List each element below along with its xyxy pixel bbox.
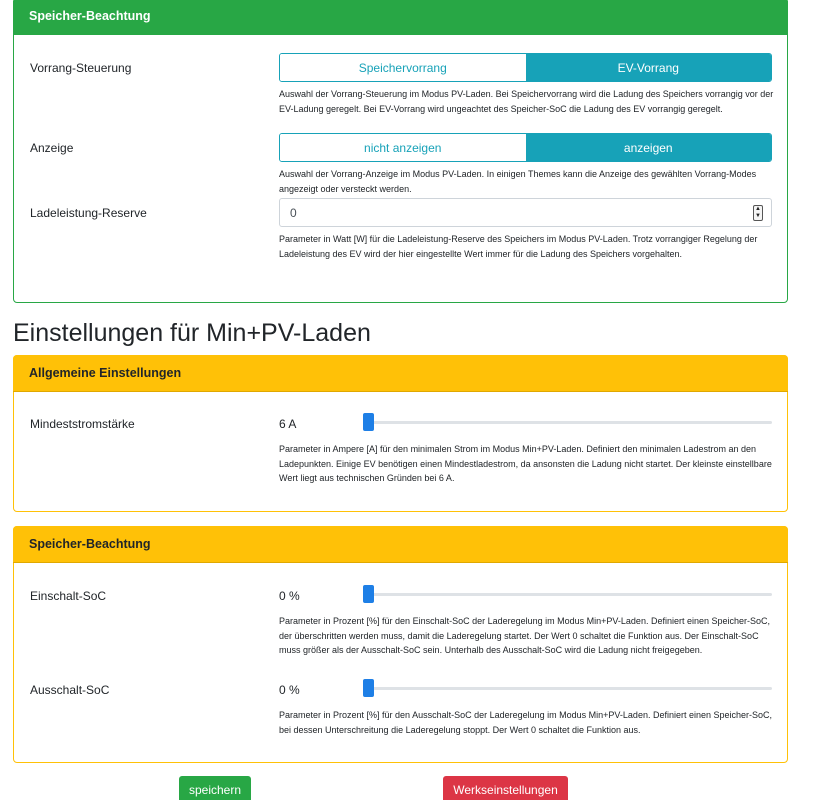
mindest-slider[interactable] bbox=[363, 412, 772, 432]
slider-track bbox=[363, 421, 772, 424]
einschalt-label: Einschalt-SoC bbox=[30, 589, 107, 603]
save-button[interactable]: speichern bbox=[179, 776, 251, 800]
reserve-help: Parameter in Watt [W] für die Ladeleistung-Reserve des Speichers im Modus PV-Laden. Trotz vorrangiger Regelung der Ladeleistung des EV wird der hier eingestellte Wert immer für die Ladung des Speichers vorgehalten. bbox=[279, 234, 758, 259]
factory-reset-button[interactable]: Werkseinstellungen bbox=[443, 776, 568, 800]
slider-thumb[interactable] bbox=[363, 679, 374, 697]
einschalt-slider[interactable] bbox=[363, 584, 772, 604]
nicht-anzeigen-option[interactable]: nicht anzeigen bbox=[280, 134, 526, 161]
page-section-title: Einstellungen für Min+PV-Laden bbox=[13, 319, 371, 347]
spinner-arrows-icon[interactable]: ▲ ▼ bbox=[753, 205, 763, 221]
ausschalt-slider[interactable] bbox=[363, 678, 772, 698]
einschalt-value: 0 % bbox=[279, 589, 300, 603]
anzeige-label: Anzeige bbox=[30, 141, 74, 155]
mindest-help: Parameter in Ampere [A] für den minimalen Strom im Modus Min+PV-Laden. Definiert den minimalen Ladestrom an den Ladepunkten. Einige EV benötigen einen Mindestladestrom, da ansonsten die Ladung nicht startet. Der kleinste einstellbare Wert liegt aus technischen Gründen bei 6 A. bbox=[279, 444, 772, 484]
card-speicher-beachtung-minpv bbox=[13, 526, 788, 763]
card-speicher-beachtung-pv bbox=[13, 0, 788, 303]
ausschalt-help: Parameter in Prozent [%] für den Ausschalt-SoC der Laderegelung im Modus Min+PV-Laden. Definiert einen Speicher-SoC, bei dessen Unterschreitung die Laderegelung stoppt. Der Wert 0 schaltet die Funktion aus. bbox=[279, 710, 773, 735]
reserve-input[interactable] bbox=[279, 198, 772, 227]
slider-track bbox=[363, 593, 772, 596]
ev-vorrang-option[interactable]: EV-Vorrang bbox=[526, 54, 772, 81]
vorrang-label: Vorrang-Steuerung bbox=[30, 61, 132, 75]
reserve-value: 0 bbox=[290, 205, 297, 220]
vorrang-toggle bbox=[279, 53, 772, 82]
slider-thumb[interactable] bbox=[363, 413, 374, 431]
ausschalt-value: 0 % bbox=[279, 683, 300, 697]
speichervorrang-option[interactable]: Speichervorrang bbox=[280, 54, 526, 81]
anzeige-toggle bbox=[279, 133, 772, 162]
card-header: Speicher-Beachtung bbox=[13, 526, 788, 563]
card-header: Allgemeine Einstellungen bbox=[13, 355, 788, 392]
slider-thumb[interactable] bbox=[363, 585, 374, 603]
anzeigen-option[interactable]: anzeigen bbox=[526, 134, 772, 161]
card-header: Speicher-Beachtung bbox=[13, 0, 788, 35]
einschalt-help: Parameter in Prozent [%] für den Einschalt-SoC der Laderegelung im Modus Min+PV-Laden. Definiert einen Speicher-SoC, der überschritten werden muss, damit die Laderegelung startet. Der Wert 0 schaltet die Funktion aus. Der Einschalt-SoC muss größer als der Ausschalt-SoC sein. Unterhalb des Ausschalt-SoC wird die Ladung nicht freigegeben. bbox=[279, 616, 771, 656]
mindest-value: 6 A bbox=[279, 417, 297, 431]
anzeige-help: Auswahl der Vorrang-Anzeige im Modus PV-Laden. In einigen Themes kann die Anzeige des gewählten Vorrang-Modes angezeigt oder versteckt werden. bbox=[279, 169, 757, 194]
card-allgemeine-einstellungen bbox=[13, 355, 788, 512]
mindest-label: Mindeststromstärke bbox=[30, 417, 135, 431]
slider-track bbox=[363, 687, 772, 690]
reserve-label: Ladeleistung-Reserve bbox=[30, 206, 147, 220]
vorrang-help: Auswahl der Vorrang-Steuerung im Modus PV-Laden. Bei Speichervorrang wird die Ladung des Speichers vorrangig vor der EV-Ladung geregelt. Bei EV-Vorrang wird ungeachtet des Speicher-SoC die Ladung des EV vorrangig geregelt. bbox=[279, 89, 774, 114]
ausschalt-label: Ausschalt-SoC bbox=[30, 683, 110, 697]
